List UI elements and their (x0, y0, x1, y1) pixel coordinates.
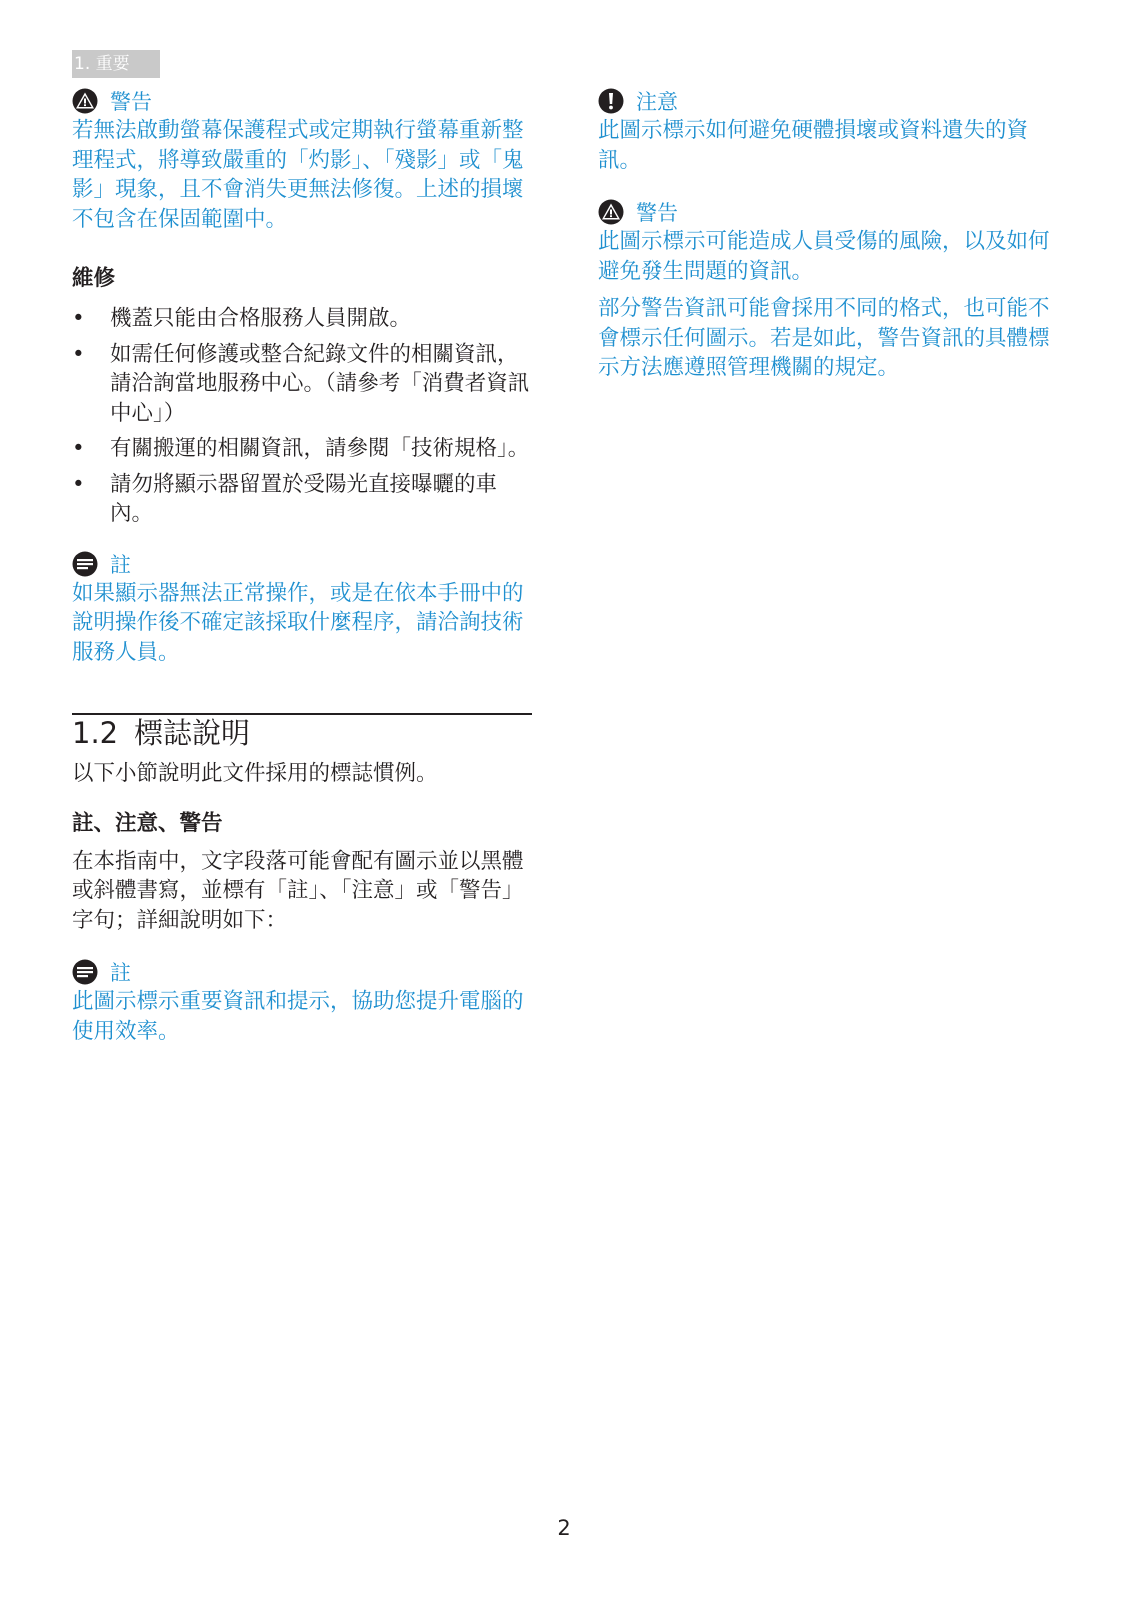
note-text: 此圖示標示重要資訊和提示，協助您提升電腦的使用效率。 (72, 989, 524, 1044)
warning-callout (598, 197, 1058, 383)
section-number: 1.2 (72, 716, 119, 750)
left-column (72, 86, 532, 1046)
note-text: 如果顯示器無法正常操作，或是在依本手冊中的說明操作後不確定該採取什麼程序，請洽詢技術服務人員。 (72, 580, 524, 665)
list-item: • 機蓋只能由合格服務人員開啟。 (72, 306, 412, 331)
warning-title: 警告 (636, 201, 678, 225)
warning-triangle-icon (598, 199, 624, 225)
list-item: • 有關搬運的相關資訊，請參閱「技術規格」。 (72, 436, 530, 461)
chapter-tab: 1. 重要 (72, 50, 160, 78)
note-title: 註 (110, 552, 131, 577)
warning-text: 若無法啟動螢幕保護程式或定期執行螢幕重新整理程式，將導致嚴重的「灼影」、「殘影」或「鬼影」現象，且不會消失更無法修復。上述的損壞不包含在保固範圍中。 (72, 118, 524, 232)
exclamation-circle-icon (598, 88, 624, 114)
list-item: • 如需任何修護或整合紀錄文件的相關資訊，請洽詢當地服務中心。（請參考「消費者資訊中心」） (72, 341, 530, 426)
note-icon (72, 551, 98, 577)
note-callout (72, 957, 532, 1046)
warning-extra-text: 部分警告資訊可能會採用不同的格式，也可能不會標示任何圖示。若是如此，警告資訊的具體標示方法應遵照管理機關的規定。 (598, 296, 1050, 380)
right-column (598, 86, 1058, 383)
note-callout (72, 549, 532, 668)
warning-title: 警告 (110, 90, 152, 114)
note-title: 註 (110, 961, 131, 985)
maintenance-list (72, 304, 532, 529)
caution-title: 注意 (636, 90, 678, 114)
warning-triangle-icon (72, 88, 98, 114)
page-number: 2 (557, 1516, 571, 1540)
section-intro: 以下小節說明此文件採用的標誌慣例。 (72, 761, 438, 786)
conventions-text: 在本指南中，文字段落可能會配有圖示並以黑體或斜體書寫，並標有「註」、「注意」或「警告」字句；詳細說明如下： (72, 848, 524, 933)
section-title (72, 715, 532, 751)
caution-text: 此圖示標示如何避免硬體損壞或資料遺失的資訊。 (598, 118, 1029, 173)
caution-callout (598, 86, 1058, 175)
note-icon (72, 959, 98, 985)
list-item: • 請勿將顯示器留置於受陽光直接曝曬的車內。 (72, 471, 498, 526)
section-name: 標誌說明 (134, 716, 251, 750)
conventions-heading: 註、注意、警告 (72, 810, 223, 836)
maintenance-heading: 維修 (72, 266, 116, 291)
warning-text: 此圖示標示可能造成人員受傷的風險，以及如何避免發生問題的資訊。 (598, 229, 1050, 284)
warning-callout (72, 86, 532, 234)
